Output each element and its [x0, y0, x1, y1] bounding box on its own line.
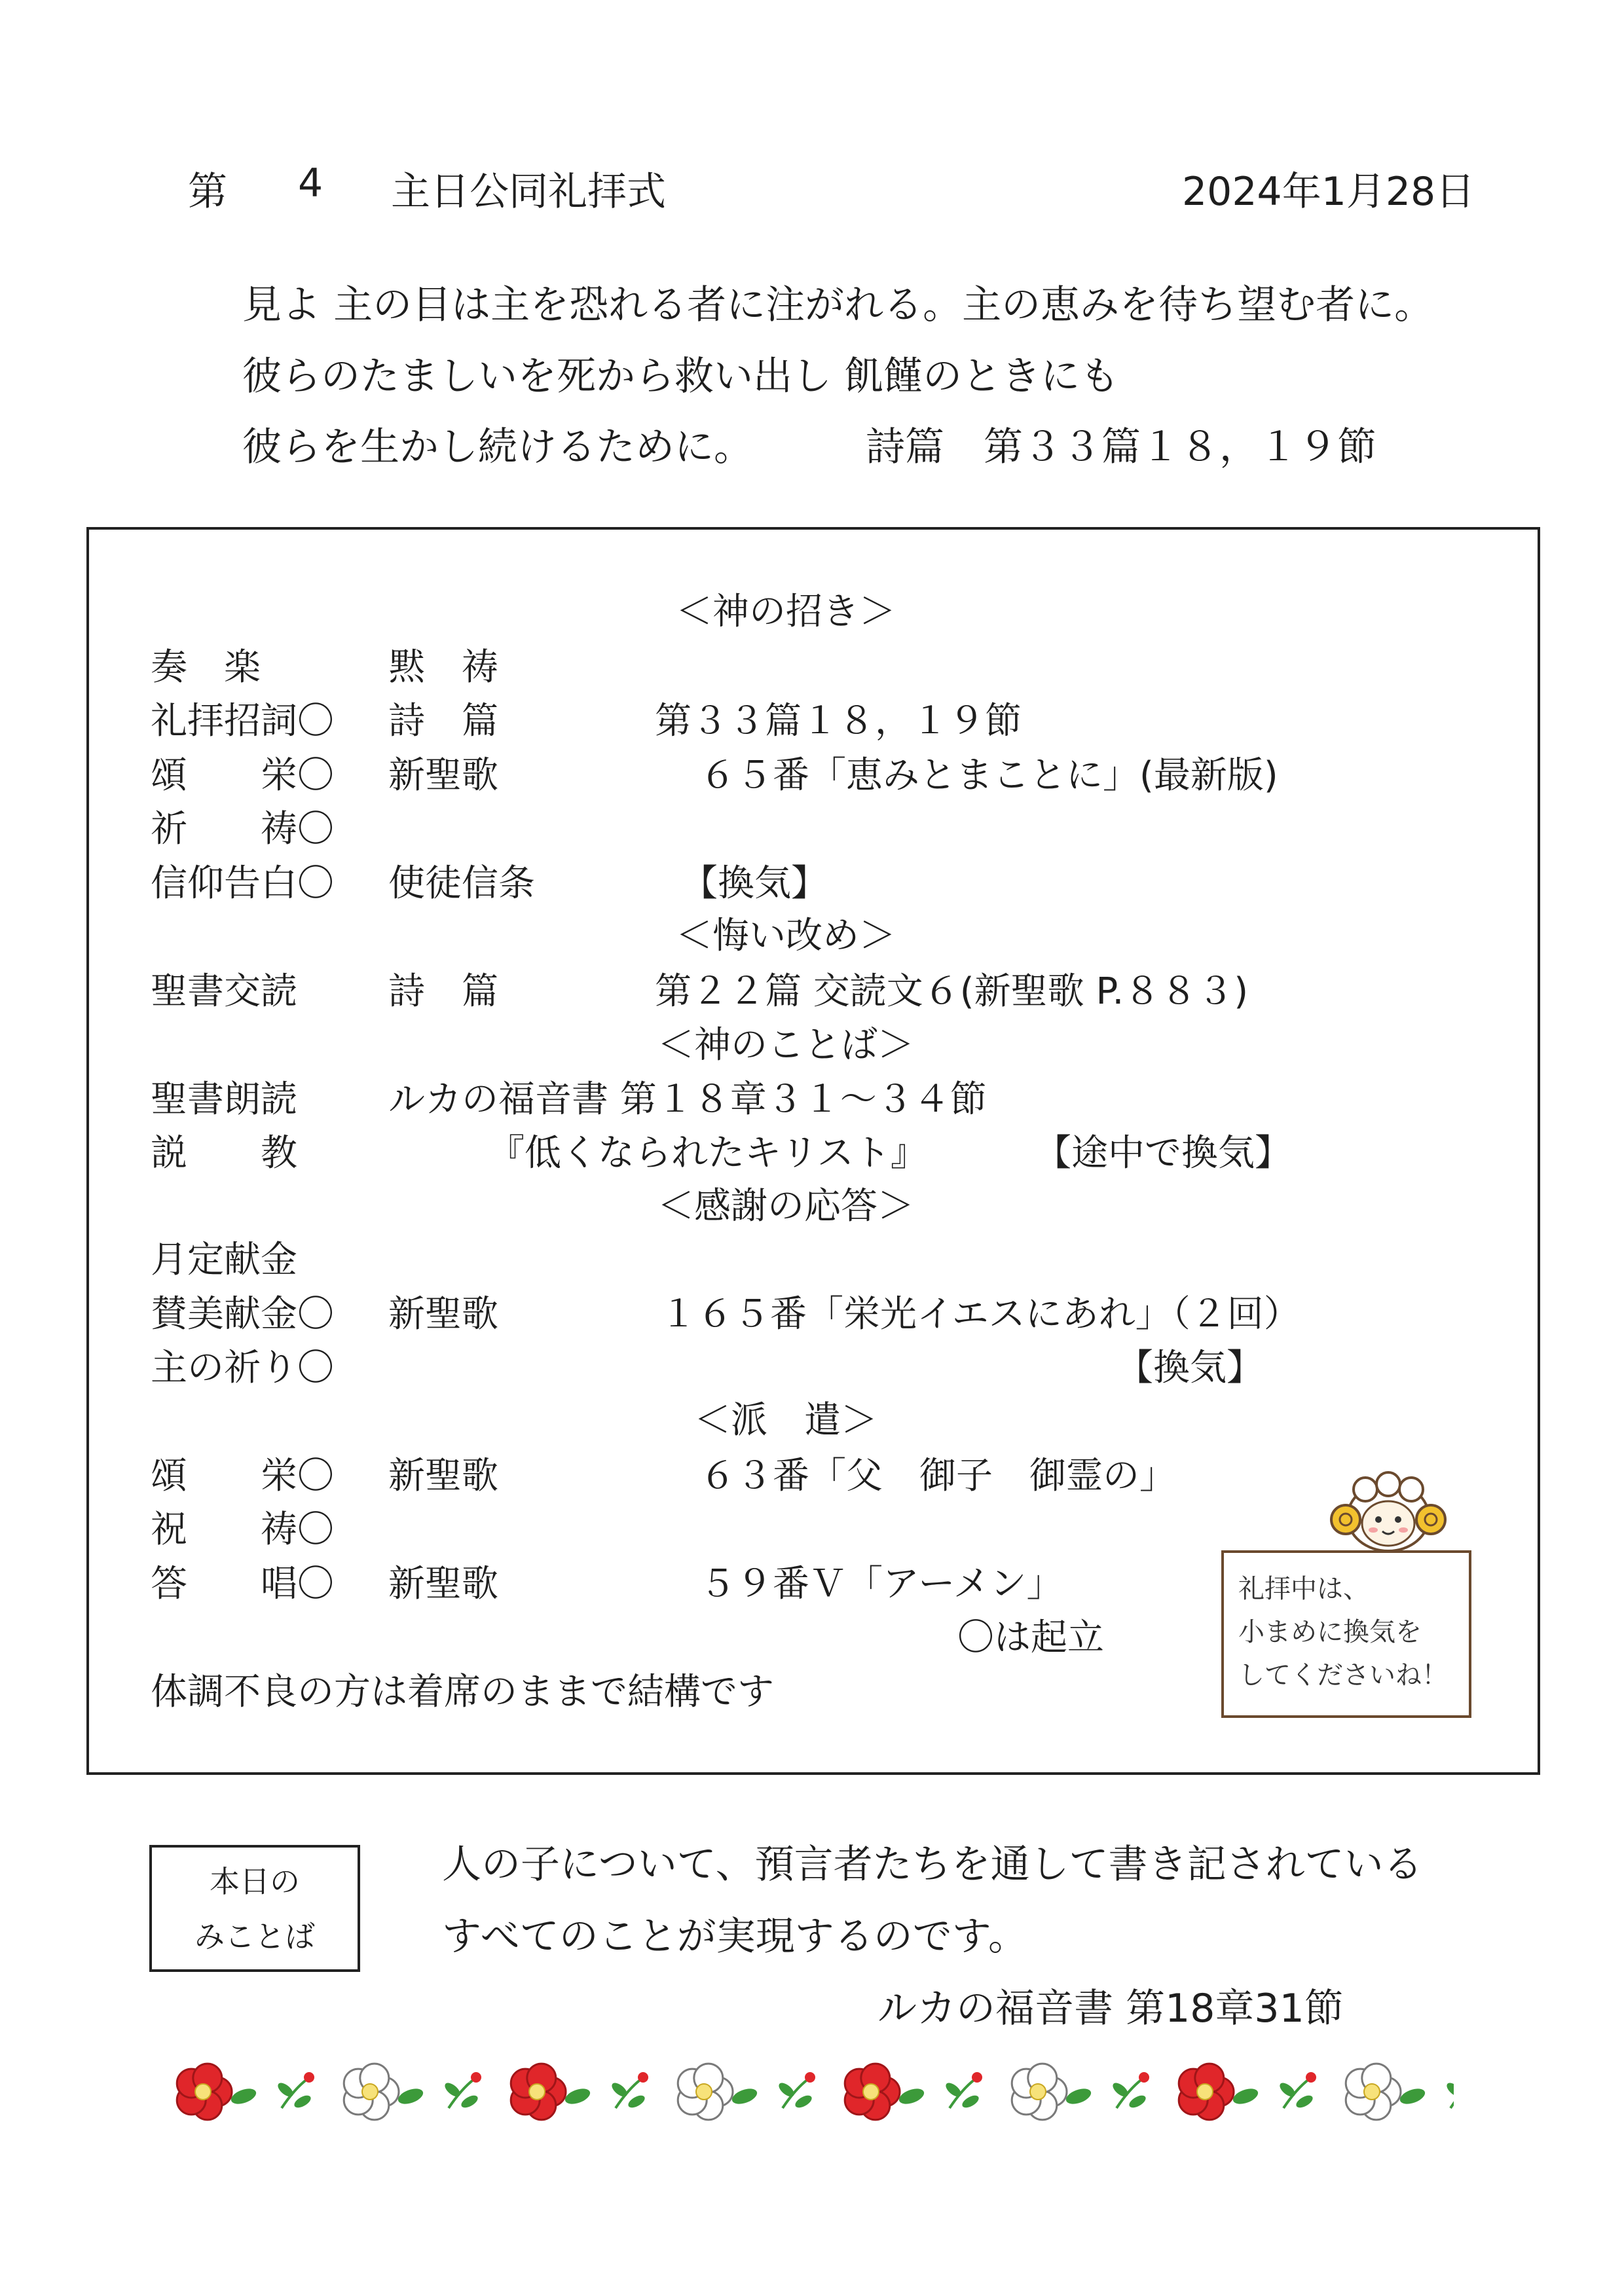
doxology-1-label: 頌 栄〇	[151, 754, 334, 797]
creed-label: 信仰告白〇	[151, 862, 334, 905]
white-camellia-icon	[344, 2064, 425, 2120]
benediction-label: 祝 祷〇	[151, 1508, 334, 1551]
section-thanks-response: ＜感謝の応答＞	[657, 1185, 914, 1228]
scripture-reading-text: ルカの福音書 第１８章３１～３４節	[388, 1078, 987, 1121]
section-sending: ＜派 遣＞	[694, 1399, 877, 1442]
section-call-of-god: ＜神の招き＞	[676, 591, 896, 633]
prelude-label: 奏 楽	[151, 646, 261, 689]
todays-word-line-2: すべてのことが実現するのです。	[442, 1914, 1027, 1959]
call-to-worship-book: 詩 篇	[388, 700, 498, 742]
sermon-label: 説 教	[151, 1132, 297, 1175]
red-camellia-icon	[845, 2064, 926, 2120]
praise-offering-label: 賛美献金〇	[151, 1293, 334, 1336]
white-camellia-icon	[678, 2064, 759, 2120]
service-date: 2024年1月28日	[1182, 169, 1475, 215]
scripture-reading-label: 聖書朗読	[151, 1078, 297, 1121]
section-word-of-god: ＜神のことば＞	[657, 1024, 914, 1066]
leaf-sprig-icon	[944, 2072, 982, 2110]
call-to-worship-text: 第３３篇１８，１９節	[655, 700, 1022, 742]
red-camellia-icon	[177, 2064, 258, 2120]
service-title: 主日公同礼拝式	[391, 169, 666, 215]
ventilation-sign-line-2: 小まめに換気を	[1238, 1617, 1422, 1647]
doxology-1-text: ６５番「恵みとまことに」(最新版)	[699, 754, 1278, 797]
doxology-2-text: ６３番「父 御子 御霊の」	[699, 1455, 1176, 1497]
opening-verse-line-3: 彼らを生かし続けるために。	[242, 424, 753, 470]
sheep-icon	[1326, 1470, 1450, 1555]
leaf-sprig-icon	[1278, 2072, 1316, 2110]
ordinal-prefix: 第	[188, 169, 227, 215]
sermon-ventilation-note: 【途中で換気】	[1035, 1132, 1291, 1175]
praise-offering-book: 新聖歌	[388, 1293, 498, 1336]
responsive-reading-label: 聖書交読	[151, 970, 297, 1013]
todays-word-label-line-1: 本日の	[210, 1864, 300, 1899]
doxology-2-label: 頌 栄〇	[151, 1455, 334, 1497]
leaf-sprig-icon	[443, 2072, 481, 2110]
ventilation-sign-line-3: してくださいね！	[1238, 1660, 1448, 1690]
todays-word-label-line-2: みことば	[194, 1919, 315, 1954]
ventilation-sign	[1221, 1550, 1471, 1718]
lords-prayer-ventilation-note: 【換気】	[1116, 1347, 1263, 1389]
opening-verse-line-2: 彼らのたましいを死から救い出し 飢饉のときにも	[242, 354, 1120, 399]
todays-word-line-1: 人の子について、預言者たちを通して書き記されている	[442, 1842, 1423, 1887]
doxology-2-book: 新聖歌	[388, 1455, 498, 1497]
health-note: 体調不良の方は着席のままで結構です	[151, 1671, 774, 1713]
amen-book: 新聖歌	[388, 1563, 498, 1605]
leaf-sprig-icon	[276, 2072, 314, 2110]
ventilation-sign-line-1: 礼拝中は、	[1238, 1574, 1369, 1604]
red-camellia-icon	[1179, 2064, 1260, 2120]
praise-offering-text: １６５番「栄光イエスにあれ」（２回）	[660, 1293, 1301, 1336]
responsive-reading-text: 第２２篇 交読文６(新聖歌 P.８８３)	[655, 970, 1249, 1013]
amen-label: 答 唱〇	[151, 1563, 334, 1605]
service-number: 4	[298, 160, 323, 206]
creed-text: 使徒信条	[388, 862, 535, 905]
white-camellia-icon	[1346, 2064, 1427, 2120]
leaf-sprig-icon	[610, 2072, 648, 2110]
doxology-1-book: 新聖歌	[388, 754, 498, 797]
monthly-offering-label: 月定献金	[151, 1239, 297, 1281]
sermon-title: 『低くなられたキリスト』	[488, 1132, 927, 1175]
standing-note: 〇は起立	[957, 1616, 1104, 1659]
camellia-border	[170, 2056, 1454, 2128]
red-camellia-icon	[511, 2064, 592, 2120]
lords-prayer-label: 主の祈り〇	[151, 1347, 334, 1389]
white-camellia-icon	[1012, 2064, 1093, 2120]
todays-word-label-box	[149, 1845, 360, 1972]
opening-verse-reference: 詩篇 第３３篇１８，１９節	[866, 424, 1376, 470]
opening-verse-line-1: 見よ 主の目は主を恐れる者に注がれる。主の恵みを待ち望む者に。	[242, 282, 1434, 328]
section-repentance: ＜悔い改め＞	[676, 915, 896, 957]
todays-word-reference: ルカの福音書 第18章31節	[877, 1986, 1344, 2032]
creed-ventilation-note: 【換気】	[681, 862, 828, 905]
amen-text: ５９番Ｖ「アーメン」	[699, 1563, 1063, 1605]
call-to-worship-label: 礼拝招詞〇	[151, 700, 334, 742]
leaf-sprig-icon	[1445, 2072, 1454, 2110]
responsive-reading-book: 詩 篇	[388, 970, 498, 1013]
leaf-sprig-icon	[777, 2072, 815, 2110]
silent-prayer: 黙 祷	[388, 646, 498, 689]
leaf-sprig-icon	[1111, 2072, 1149, 2110]
prayer-label: 祈 祷〇	[151, 808, 334, 850]
